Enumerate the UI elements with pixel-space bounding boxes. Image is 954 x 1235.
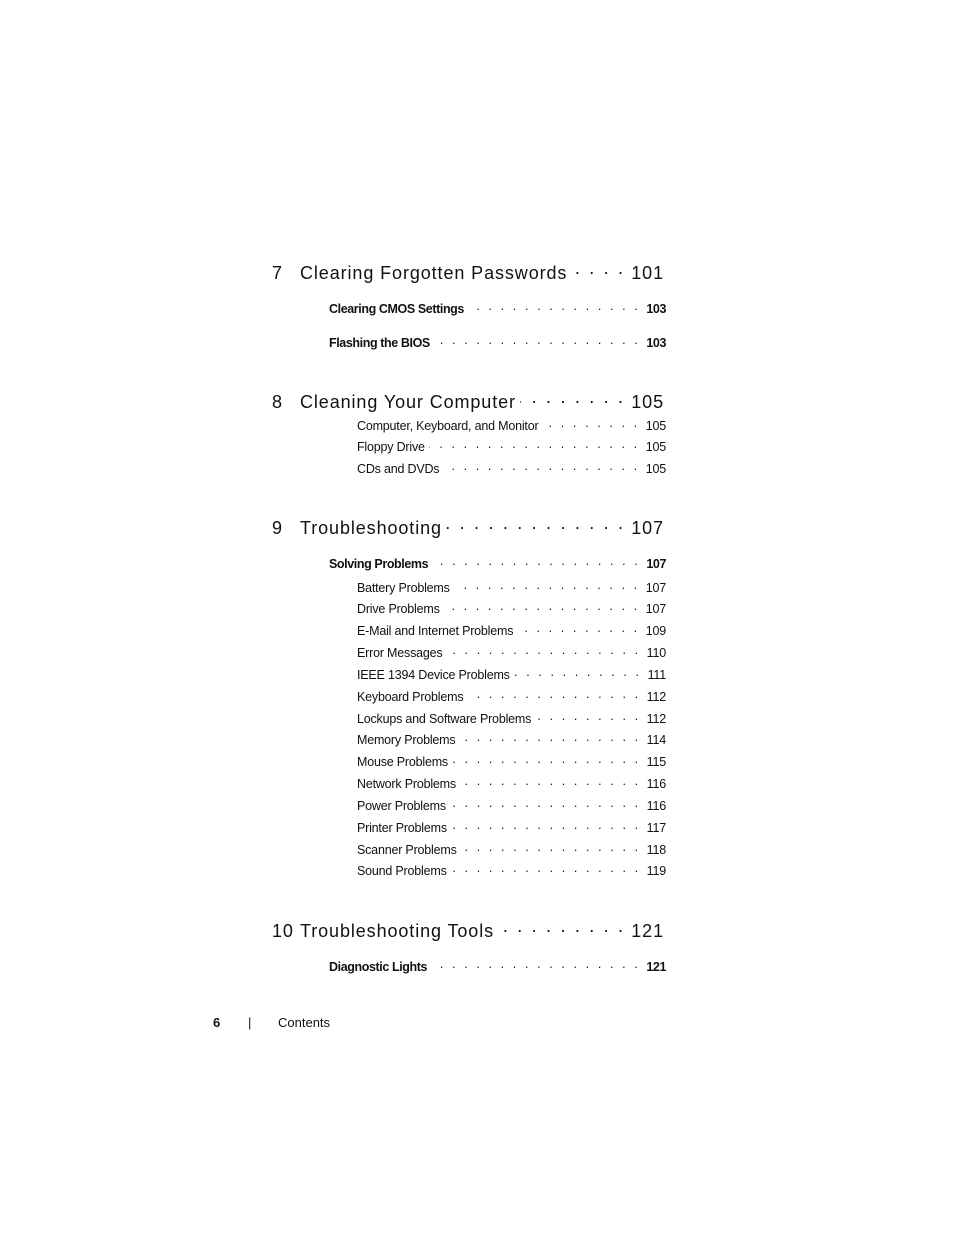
toc-subsection[interactable]: [357, 578, 666, 595]
section-title: Flashing the BIOS: [329, 336, 430, 350]
toc-subsection[interactable]: [357, 752, 666, 769]
subsection-title: Drive Problems: [357, 602, 440, 616]
toc-subsection[interactable]: [357, 437, 666, 454]
section-title: Clearing CMOS Settings: [329, 302, 464, 316]
subsection-title: IEEE 1394 Device Problems: [357, 668, 510, 682]
dot-leader: [450, 796, 641, 810]
dot-leader: [467, 687, 640, 701]
dot-leader: [446, 513, 625, 534]
page-number: 115: [646, 755, 666, 769]
page-number: 114: [646, 733, 666, 747]
dot-leader: [468, 299, 640, 313]
subsection-title: Mouse Problems: [357, 755, 448, 769]
chapter-number: 9: [272, 518, 283, 538]
page-number: 103: [646, 336, 666, 350]
subsection-title: Lockups and Software Problems: [357, 712, 532, 726]
dot-leader: [459, 730, 640, 744]
subsection-title: CDs and DVDs: [357, 462, 440, 476]
dot-leader: [498, 916, 625, 937]
page-number: 107: [646, 557, 666, 571]
chapter-title: Clearing Forgotten Passwords: [300, 263, 568, 283]
dot-leader: [443, 459, 639, 473]
chapter-title: Troubleshooting Tools: [300, 921, 495, 941]
subsection-title: E-Mail and Internet Problems: [357, 624, 514, 638]
dot-leader: [514, 665, 642, 679]
page-number: 116: [646, 777, 666, 791]
dot-leader: [444, 599, 640, 613]
toc-subsection[interactable]: [357, 774, 666, 791]
toc-subsection[interactable]: [357, 709, 666, 726]
page-number: 107: [645, 602, 666, 616]
page-number: 117: [646, 821, 666, 835]
toc-chapter-10[interactable]: [272, 916, 664, 942]
dot-leader: [517, 621, 639, 635]
toc-section[interactable]: [329, 333, 666, 350]
toc-subsection[interactable]: [357, 818, 666, 835]
page-number: 101: [631, 263, 664, 283]
toc-subsection[interactable]: [357, 796, 666, 813]
toc-subsection[interactable]: [357, 621, 666, 638]
toc-subsection[interactable]: [357, 416, 666, 433]
dot-leader: [451, 818, 641, 832]
page-number: 107: [631, 518, 664, 538]
subsection-title: Error Messages: [357, 646, 443, 660]
subsection-title: Network Problems: [357, 777, 456, 791]
toc-subsection[interactable]: [357, 643, 666, 660]
page-number: 105: [645, 440, 666, 454]
subsection-title: Scanner Problems: [357, 843, 457, 857]
chapter-title: Troubleshooting: [300, 518, 442, 538]
toc-section[interactable]: [329, 299, 666, 316]
page-number: 116: [646, 799, 666, 813]
subsection-title: Battery Problems: [357, 581, 450, 595]
dot-leader: [429, 437, 640, 451]
section-title: Solving Problems: [329, 557, 429, 571]
subsection-title: Printer Problems: [357, 821, 447, 835]
dot-leader: [451, 861, 641, 875]
subsection-title: Computer, Keyboard, and Monitor: [357, 419, 539, 433]
dot-leader: [571, 258, 625, 279]
page-number: 112: [646, 690, 666, 704]
toc-subsection[interactable]: [357, 665, 666, 682]
page-number: 105: [631, 392, 664, 412]
page-number: 121: [631, 921, 664, 941]
dot-leader: [434, 333, 640, 347]
toc-subsection[interactable]: [357, 687, 666, 704]
dot-leader: [454, 578, 640, 592]
dot-leader: [452, 752, 641, 766]
toc-subsection[interactable]: [357, 861, 666, 878]
subsection-title: Power Problems: [357, 799, 446, 813]
subsection-title: Floppy Drive: [357, 440, 425, 454]
section-title: Diagnostic Lights: [329, 960, 428, 974]
footer-separator: |: [248, 1015, 252, 1030]
chapter-title: Cleaning Your Computer: [300, 392, 516, 412]
page-number: 110: [646, 646, 666, 660]
page-number: 105: [645, 462, 666, 476]
toc-chapter-7[interactable]: [272, 258, 664, 284]
dot-leader: [542, 416, 639, 430]
dot-leader: [520, 387, 625, 408]
dot-leader: [535, 709, 641, 723]
dot-leader: [461, 840, 641, 854]
chapter-number: 8: [272, 392, 283, 412]
subsection-title: Keyboard Problems: [357, 690, 464, 704]
page-number: 103: [646, 302, 666, 316]
page-footer: [0, 1015, 954, 1035]
dot-leader: [432, 554, 640, 568]
page-number: 107: [645, 581, 666, 595]
page-number: 118: [646, 843, 666, 857]
subsection-title: Memory Problems: [357, 733, 456, 747]
page-number: 111: [647, 668, 666, 682]
toc-subsection[interactable]: [357, 459, 666, 476]
page-number: 109: [645, 624, 666, 638]
toc-subsection[interactable]: [357, 599, 666, 616]
dot-leader: [446, 643, 640, 657]
page-number: 121: [646, 960, 666, 974]
page-number: 105: [645, 419, 666, 433]
page-number: 112: [646, 712, 666, 726]
toc-section[interactable]: [329, 554, 666, 571]
chapter-number: 7: [272, 263, 283, 283]
toc-section[interactable]: [329, 957, 666, 974]
footer-label: Contents: [278, 1015, 331, 1030]
footer-page-number: 6: [213, 1015, 221, 1030]
page-number: 119: [646, 864, 666, 878]
toc-subsection[interactable]: [357, 730, 666, 747]
toc-subsection[interactable]: [357, 840, 666, 857]
dot-leader: [460, 774, 641, 788]
toc-chapter-9[interactable]: [272, 513, 664, 539]
subsection-title: Sound Problems: [357, 864, 447, 878]
chapter-number: 10: [272, 921, 294, 941]
dot-leader: [431, 957, 640, 971]
toc-chapter-8[interactable]: [272, 387, 664, 413]
